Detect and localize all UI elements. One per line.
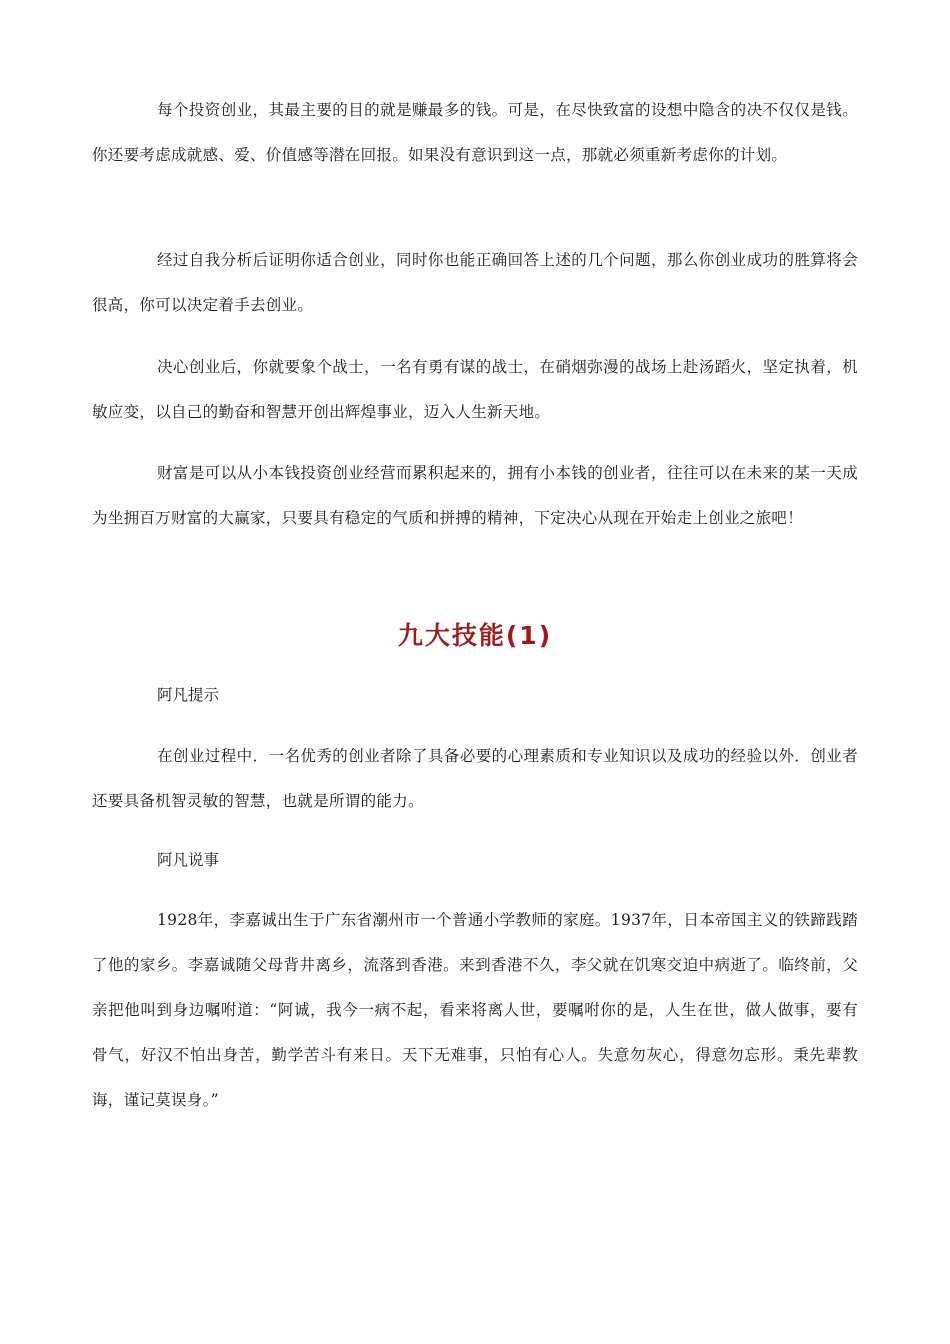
paragraph-wealth: 财富是可以从小本钱投资创业经营而累积起来的，拥有小本钱的创业者，往往可以在未来的某一天成为坐拥百万财富的大赢家，只要具有稳定的气质和拼搏的精神，下定决心从现在开始走上创业之旅吧！ — [92, 464, 858, 527]
paragraph-investment-goal: 每个投资创业，其最主要的目的就是赚最多的钱。可是，在尽快致富的设想中隐含的决不仅仅是钱。你还要考虑成就感、爱、价值感等潜在回报。如果没有意识到这一点，那就必须重新考虑你的计划。 — [92, 101, 858, 164]
paragraph-determination: 决心创业后，你就要象个战士，一名有勇有谋的战士，在硝烟弥漫的战场上赴汤蹈火，坚定执着，机敏应变，以自己的勤奋和智慧开创出辉煌事业，迈入人生新天地。 — [92, 358, 858, 421]
paragraph-self-analysis: 经过自我分析后证明你适合创业，同时你也能正确回答上述的几个问题，那么你创业成功的胜算将会很高，你可以决定着手去创业。 — [92, 251, 858, 314]
section-title: 九大技能(1) — [397, 621, 553, 650]
label-tip: 阿凡提示 — [157, 686, 220, 704]
label-story: 阿凡说事 — [157, 851, 220, 869]
paragraph-tip: 在创业过程中．一名优秀的创业者除了具备必要的心理素质和专业知识以及成功的经验以外．创业者还要具备机智灵敏的智慧，也就是所谓的能力。 — [92, 747, 858, 810]
paragraph-story: 1928年，李嘉诚出生于广东省潮州市一个普通小学教师的家庭。1937年，日本帝国主义的铁蹄践踏了他的家乡。李嘉诚随父母背井离乡，流落到香港。来到香港不久，李父就在饥寒交迫中病逝了。临终前，父亲把他叫到身边嘱咐道：“阿诚，我今一病不起，看来将离人世，要嘱咐你的是，人生在世，做人做事，要有骨气，好汉不怕出身苦，勤学苦斗有来日。天下无难事，只怕有心人。失意勿灰心，得意勿忘形。秉先辈教诲，谨记莫误身。” — [92, 911, 858, 1109]
